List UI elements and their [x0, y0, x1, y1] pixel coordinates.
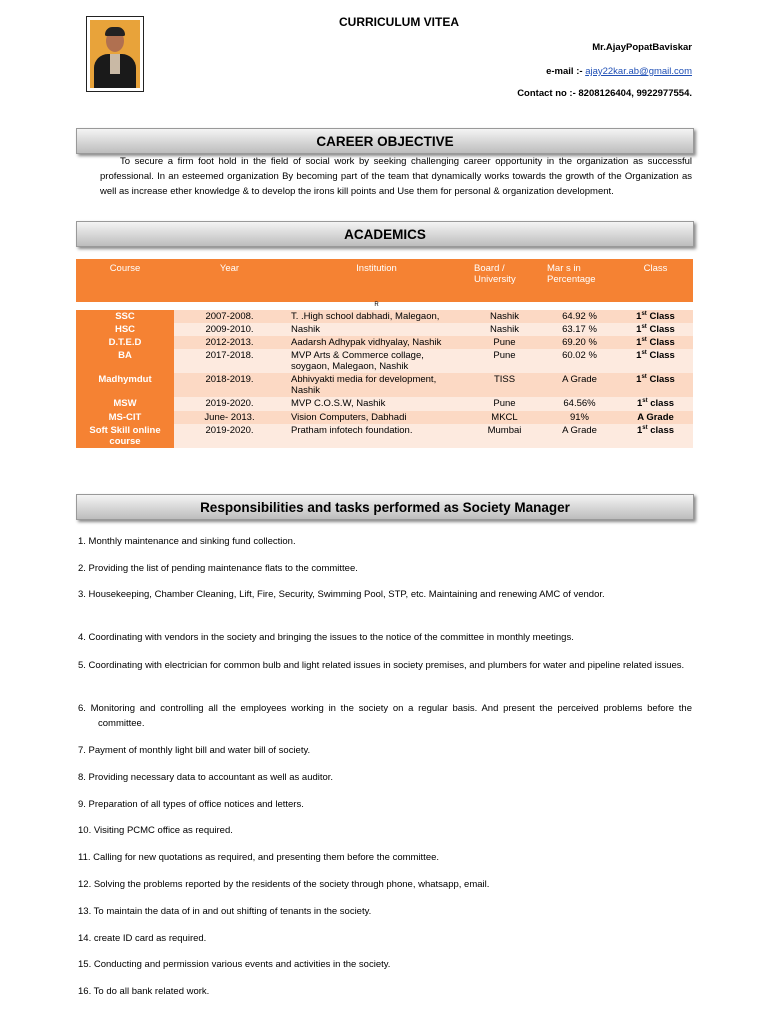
email-line [546, 66, 692, 77]
course-cell: SSC [76, 310, 174, 323]
year-cell: 2017-2018. [174, 349, 285, 373]
year-cell: 2007-2008. [174, 310, 285, 323]
list-item: 8. Providing necessary data to accountant as well as auditor. [78, 772, 334, 783]
email-link[interactable]: ajay22kar.ab@gmail.com [585, 66, 692, 77]
percentage-cell: 60.02 % [541, 349, 618, 373]
career-objective-heading: CAREER OBJECTIVE [76, 128, 694, 154]
list-item: 6. Monitoring and controlling all the employees working in the society on a regular basis. And present the perceived problems before the committee. [78, 703, 692, 729]
academics-heading: ACADEMICS [76, 221, 694, 247]
institution-cell: Aadarsh Adhypak vidhyalay, Nashik [285, 336, 468, 349]
year-cell: 2012-2013. [174, 336, 285, 349]
class-cell: 1st class [618, 424, 693, 448]
year-cell: June- 2013. [174, 411, 285, 424]
list-item: 13. To maintain the data of in and out shifting of tenants in the society. [78, 906, 372, 917]
list-item: 2. Providing the list of pending maintenance flats to the committee. [78, 563, 358, 574]
board-cell: Nashik [468, 310, 541, 323]
class-cell: 1st Class [618, 310, 693, 323]
percentage-cell: 63.17 % [541, 323, 618, 336]
table-row [76, 323, 693, 336]
percentage-cell: 91% [541, 411, 618, 424]
course-cell: Soft Skill online course [76, 424, 174, 448]
board-cell: Pune [468, 336, 541, 349]
header-institution: Institution [285, 259, 468, 302]
list-item: 1. Monthly maintenance and sinking fund collection. [78, 536, 296, 547]
year-cell: 2019-2020. [174, 397, 285, 410]
institution-cell: Pratham infotech foundation. [285, 424, 468, 448]
email-label: e-mail :- [546, 66, 583, 77]
list-item: 3. Housekeeping, Chamber Cleaning, Lift, Fire, Security, Swimming Pool, STP, etc. Maintaining and renewing AMC of vendor. [78, 589, 605, 600]
table-row [76, 424, 693, 448]
candidate-name: Mr.AjayPopatBaviskar [592, 42, 692, 53]
list-item: 5. Coordinating with electrician for common bulb and light related issues in society premises, and plumbers for water and pipeline related issues. [78, 660, 685, 671]
year-cell: 2019-2020. [174, 424, 285, 448]
academics-header-row [76, 259, 693, 302]
board-cell: Nashik [468, 323, 541, 336]
class-cell: 1st Class [618, 336, 693, 349]
board-cell: Pune [468, 397, 541, 410]
header-course: Course [76, 259, 174, 302]
class-cell: 1st Class [618, 323, 693, 336]
list-item: 7. Payment of monthly light bill and water bill of society. [78, 745, 311, 756]
percentage-cell: 64.92 % [541, 310, 618, 323]
table-row [76, 310, 693, 323]
institution-cell: Abhivyakti media for development, Nashik [285, 373, 468, 397]
institution-cell: Nashik [285, 323, 468, 336]
list-item: 14. create ID card as required. [78, 933, 207, 944]
document-title: CURRICULUM VITEA [339, 15, 459, 29]
responsibilities-heading: Responsibilities and tasks performed as Society Manager [76, 494, 694, 520]
list-item: 10. Visiting PCMC office as required. [78, 825, 233, 836]
header-year: Year [174, 259, 285, 302]
class-cell: 1st Class [618, 373, 693, 397]
percentage-cell: A Grade [541, 424, 618, 448]
class-cell: 1st Class [618, 349, 693, 373]
board-cell: Mumbai [468, 424, 541, 448]
percentage-cell: 69.20 % [541, 336, 618, 349]
board-cell: TISS [468, 373, 541, 397]
course-cell: BA [76, 349, 174, 373]
table-row [76, 397, 693, 410]
course-cell: MS-CIT [76, 411, 174, 424]
year-cell: 2009-2010. [174, 323, 285, 336]
course-cell: HSC [76, 323, 174, 336]
course-cell: Madhymdut [76, 373, 174, 397]
list-item: 9. Preparation of all types of office notices and letters. [78, 799, 304, 810]
class-cell: 1st class [618, 397, 693, 410]
table-row [76, 373, 693, 397]
table-row [76, 349, 693, 373]
list-item: 16. To do all bank related work. [78, 986, 210, 997]
list-item: 12. Solving the problems reported by the residents of the society through phone, whatsapp, email. [78, 879, 490, 890]
course-cell: D.T.E.D [76, 336, 174, 349]
stray-mark: R [285, 302, 468, 310]
career-objective-text: To secure a firm foot hold in the field of social work by seeking challenging career opportunity in the organization as successful professional. In an esteemed organization By becoming part of the team that dynamically works towards the growth of the Organization as well as increase ether knowledge & to develop the irons kill points and Use them for personal & organization development. [100, 156, 692, 197]
class-cell: A Grade [618, 411, 693, 424]
header-board: Board / University [468, 259, 541, 302]
list-item: 11. Calling for new quotations as required, and presenting them before the committee. [78, 852, 440, 863]
institution-cell: T. .High school dabhadi, Malegaon, [285, 310, 468, 323]
contact-numbers: Contact no :- 8208126404, 9922977554. [517, 88, 692, 99]
list-item: 4. Coordinating with vendors in the society and bringing the issues to the notice of the committee in monthly meetings. [78, 632, 574, 643]
header-class: Class [618, 259, 693, 302]
percentage-cell: A Grade [541, 373, 618, 397]
institution-cell: MVP C.O.S.W, Nashik [285, 397, 468, 410]
percentage-cell: 64.56% [541, 397, 618, 410]
header-percentage: Mar s in Percentage [541, 259, 618, 302]
board-cell: MKCL [468, 411, 541, 424]
list-item: 15. Conducting and permission various events and activities in the society. [78, 959, 391, 970]
table-row [76, 336, 693, 349]
course-cell: MSW [76, 397, 174, 410]
table-row [76, 411, 693, 424]
academics-table [76, 259, 693, 448]
board-cell: Pune [468, 349, 541, 373]
institution-cell: Vision Computers, Dabhadi [285, 411, 468, 424]
year-cell: 2018-2019. [174, 373, 285, 397]
institution-cell: MVP Arts & Commerce collage, soygaon, Malegaon, Nashik [285, 349, 468, 373]
